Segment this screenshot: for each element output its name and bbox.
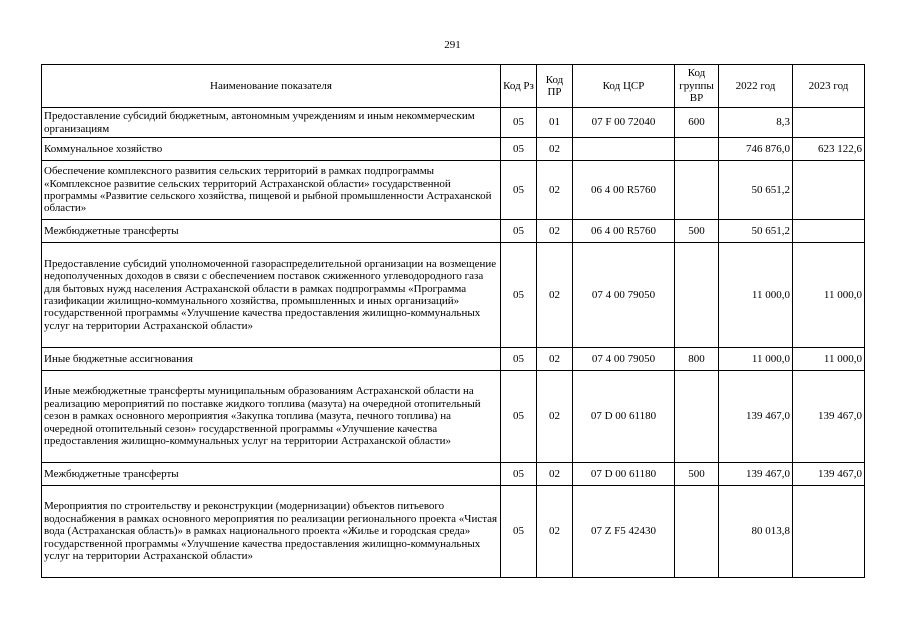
row-vr — [675, 243, 719, 348]
row-name: Мероприятия по строительству и реконструкции (модернизации) объектов питьевого водоснабжения в рамках основного мероприятия по реализации регионального проекта «Чистая вода (Астраханская область)» в рамках национального проекта «Жилье и городская среда» государственной программы «Улучшение качества предоставления жилищно-коммунальных услуг на территории Астраханской области» — [42, 486, 501, 578]
row-csr: 06 4 00 R5760 — [573, 161, 675, 220]
page-number: 291 — [444, 39, 461, 51]
row-name: Коммунальное хозяйство — [42, 138, 501, 161]
row-pr: 02 — [537, 371, 573, 463]
row-vr: 600 — [675, 108, 719, 138]
row-vr — [675, 486, 719, 578]
header-pr: Код ПР — [537, 65, 573, 108]
row-pr: 02 — [537, 486, 573, 578]
row-pr: 02 — [537, 138, 573, 161]
header-csr: Код ЦСР — [573, 65, 675, 108]
row-csr — [573, 138, 675, 161]
row-csr: 06 4 00 R5760 — [573, 220, 675, 243]
header-rz: Код Рз — [501, 65, 537, 108]
row-vr — [675, 371, 719, 463]
row-rz: 05 — [501, 220, 537, 243]
table-row — [42, 243, 865, 348]
row-vr: 800 — [675, 348, 719, 371]
row-2022: 8,3 — [719, 108, 793, 138]
row-rz: 05 — [501, 161, 537, 220]
row-pr: 01 — [537, 108, 573, 138]
row-csr: 07 4 00 79050 — [573, 243, 675, 348]
row-2023 — [793, 108, 865, 138]
row-pr: 02 — [537, 220, 573, 243]
header-name: Наименование показателя — [42, 65, 501, 108]
row-2023 — [793, 220, 865, 243]
row-pr: 02 — [537, 161, 573, 220]
row-2022: 50 651,2 — [719, 220, 793, 243]
row-vr: 500 — [675, 220, 719, 243]
row-2023 — [793, 486, 865, 578]
table-row — [42, 486, 865, 578]
row-csr: 07 Z F5 42430 — [573, 486, 675, 578]
row-2022: 11 000,0 — [719, 348, 793, 371]
table-row — [42, 138, 865, 161]
row-2022: 139 467,0 — [719, 371, 793, 463]
row-rz: 05 — [501, 348, 537, 371]
row-name: Предоставление субсидий уполномоченной газораспределительной организации на возмещение недополученных доходов в связи с обеспечением поставок сжиженного углеводородного газа для бытовых нужд населения Астраханской области в рамках подпрограммы «Программа газификации жилищно-коммунального хозяйства, промышленных и иных организаций» государственной программы «Улучшение качества предоставления жилищно-коммунальных услуг на территории Астраханской области» — [42, 243, 501, 348]
row-2022: 80 013,8 — [719, 486, 793, 578]
row-rz: 05 — [501, 138, 537, 161]
row-name: Межбюджетные трансферты — [42, 463, 501, 486]
row-csr: 07 D 00 61180 — [573, 463, 675, 486]
row-rz: 05 — [501, 486, 537, 578]
row-pr: 02 — [537, 463, 573, 486]
row-name: Предоставление субсидий бюджетным, автономным учреждениям и иным некоммерческим организациям — [42, 108, 501, 138]
row-2023 — [793, 161, 865, 220]
table-row — [42, 108, 865, 138]
row-2023: 139 467,0 — [793, 463, 865, 486]
row-vr — [675, 138, 719, 161]
row-rz: 05 — [501, 243, 537, 348]
row-rz: 05 — [501, 463, 537, 486]
row-pr: 02 — [537, 348, 573, 371]
header-row — [42, 65, 865, 108]
row-name: Межбюджетные трансферты — [42, 220, 501, 243]
row-rz: 05 — [501, 371, 537, 463]
row-pr: 02 — [537, 243, 573, 348]
row-2022: 11 000,0 — [719, 243, 793, 348]
table-row — [42, 371, 865, 463]
row-rz: 05 — [501, 108, 537, 138]
row-2022: 139 467,0 — [719, 463, 793, 486]
row-csr: 07 D 00 61180 — [573, 371, 675, 463]
row-2022: 50 651,2 — [719, 161, 793, 220]
table-row — [42, 463, 865, 486]
row-csr: 07 F 00 72040 — [573, 108, 675, 138]
row-2023: 11 000,0 — [793, 348, 865, 371]
row-name: Иные межбюджетные трансферты муниципальным образованиям Астраханской области на реализацию мероприятий по поставке жидкого топлива (мазута) на очередной отопительный сезон в рамках основного мероприятия «Закупка топлива (мазута, печного топлива) на очередной отопительный сезон» государственной программы «Улучшение качества предоставления жилищно-коммунальных услуг на территории Астраханской области» — [42, 371, 501, 463]
row-csr: 07 4 00 79050 — [573, 348, 675, 371]
row-name: Иные бюджетные ассигнования — [42, 348, 501, 371]
row-vr — [675, 161, 719, 220]
row-2023: 623 122,6 — [793, 138, 865, 161]
row-2023: 11 000,0 — [793, 243, 865, 348]
row-2022: 746 876,0 — [719, 138, 793, 161]
table-row — [42, 348, 865, 371]
row-2023: 139 467,0 — [793, 371, 865, 463]
row-vr: 500 — [675, 463, 719, 486]
header-2022: 2022 год — [719, 65, 793, 108]
header-vr: Код группы ВР — [675, 65, 719, 108]
table-row — [42, 161, 865, 220]
header-2023: 2023 год — [793, 65, 865, 108]
row-name: Обеспечение комплексного развития сельских территорий в рамках подпрограммы «Комплексное развитие сельских территорий Астраханской области» государственной программы «Развитие сельского хозяйства, пищевой и рыбной промышленности Астраханской области» — [42, 161, 501, 220]
table-row — [42, 220, 865, 243]
budget-table — [41, 64, 865, 578]
